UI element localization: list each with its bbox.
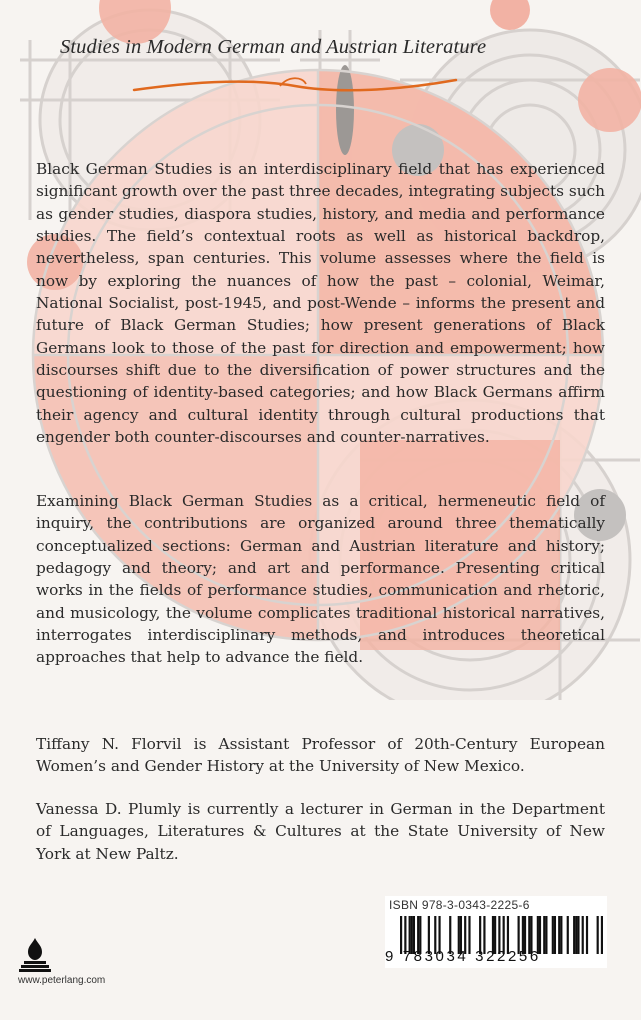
blurb-paragraph-2 — [36, 490, 605, 669]
isbn-barcode-block — [385, 896, 607, 968]
blurb-paragraph-1 — [36, 158, 605, 448]
editor-bio-2 — [36, 798, 605, 865]
decorative-swash — [130, 72, 460, 98]
series-title: Studies in Modern German and Austrian Literature — [60, 36, 487, 58]
editor-bio-1 — [36, 733, 605, 778]
blurb-paragraph-2-text: Examining Black German Studies as a critical, hermeneutic field of inquiry, the contributions are organized around three thematically conceptualized sections: German and Austrian literature and history; pedagogy and theory; and art and performance. Presenting critical works in the fields of performance studies, communication and rhetoric, and musicology, the volume complicates traditional historical narratives, interrogates interdisciplinary methods, and introduces theoretical approaches that help to advance the field. — [36, 492, 605, 667]
publisher-website: www.peterlang.com — [18, 975, 106, 986]
isbn-label: ISBN 978-3-0343-2225-6 — [389, 898, 530, 912]
editor-bio-1-text: Tiffany N. Florvil is Assistant Professor of 20th-Century European Women’s and Gender History at the University of New Mexico. — [36, 735, 605, 776]
publisher-logo-icon — [18, 936, 52, 974]
ean-digits: 9 783034 322256 — [385, 948, 541, 965]
blurb-paragraph-1-text: Black German Studies is an interdisciplinary field that has experienced significant growth over the past three decades, integrating subjects such as gender studies, diaspora studies, history, and media and performance studies. The field’s contextual roots as well as historical backdrop, nevertheless, span centuries. This volume assesses where the field is now by exploring the nuances of how the past – colonial, Weimar, National Socialist, post-1945, and post-Wende – informs the present and future of Black German Studies; how present generations of Black Germans look to those of the past for direction and empowerment; how discourses shift due to the diversification of power structures and the questioning of identity-based categories; and how Black Germans affirm their agency and cultural identity through cultural productions that engender both counter-discourses and counter-narratives. — [36, 160, 605, 447]
editor-bio-2-text: Vanessa D. Plumly is currently a lecturer in German in the Department of Languages, Literatures & Cultures at the State University of New York at New Paltz. — [36, 800, 605, 863]
